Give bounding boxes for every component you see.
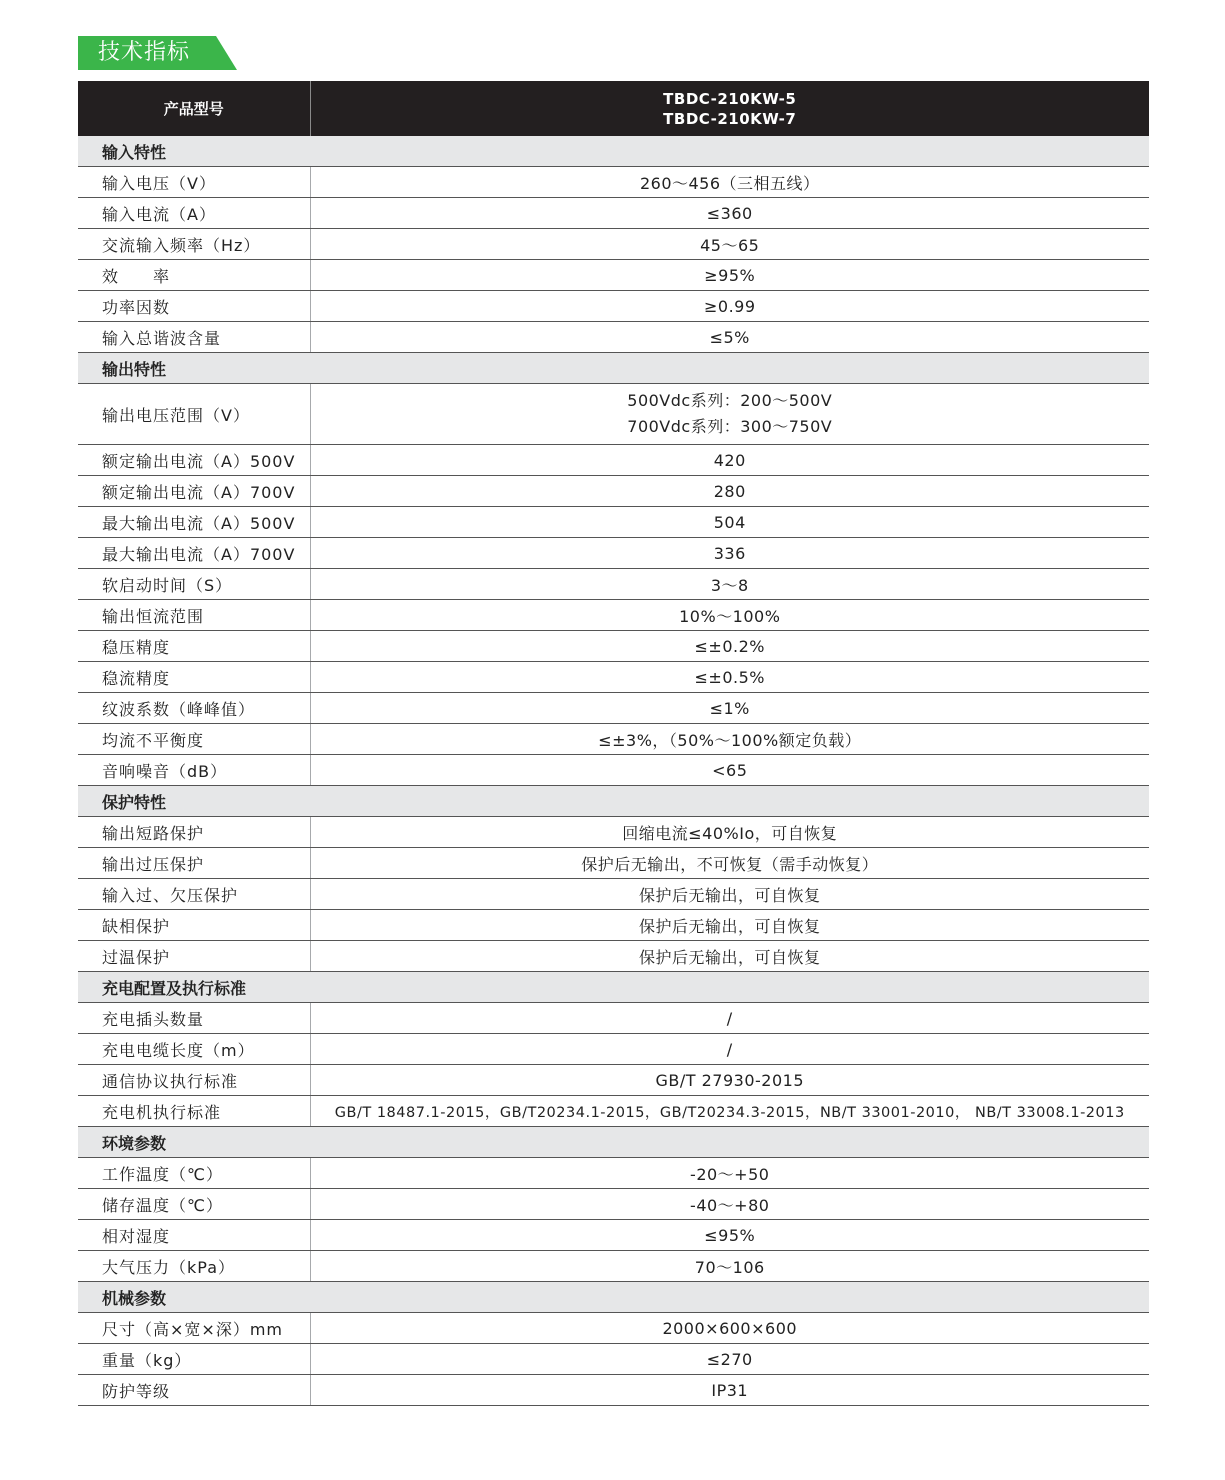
- spec-label: 大气压力（kPa）: [78, 1251, 310, 1282]
- spec-label: 功率因数: [78, 291, 310, 322]
- spec-label: 软启动时间（S）: [78, 569, 310, 600]
- page-title: 技术指标: [98, 40, 191, 65]
- spec-value-line: 70～106: [694, 1257, 765, 1277]
- spec-row: [78, 1158, 1149, 1189]
- section-title: 机械参数: [78, 1282, 1149, 1313]
- spec-value-line: ≤±3%，（50%～100%额定负载）: [598, 730, 862, 750]
- model-name: TBDC-210KW-7: [663, 109, 797, 128]
- section-header-row: [78, 136, 1149, 167]
- spec-label: 重量（kg）: [78, 1344, 310, 1375]
- section-title: 环境参数: [78, 1127, 1149, 1158]
- spec-value: [310, 631, 1149, 662]
- spec-value-line: -20～+50: [690, 1164, 770, 1184]
- spec-value: [310, 600, 1149, 631]
- spec-row: [78, 755, 1149, 786]
- spec-row: [78, 507, 1149, 538]
- spec-table: [78, 81, 1149, 1406]
- section-title: 保护特性: [78, 786, 1149, 817]
- spec-label: 通信协议执行标准: [78, 1065, 310, 1096]
- spec-value-line: 保护后无输出，不可恢复（需手动恢复）: [581, 854, 879, 874]
- section-title: 输出特性: [78, 353, 1149, 384]
- spec-value-line: 336: [713, 543, 746, 563]
- section-header-row: [78, 972, 1149, 1003]
- spec-row: [78, 879, 1149, 910]
- spec-value-line: ≤1%: [709, 698, 750, 718]
- spec-value: [310, 910, 1149, 941]
- spec-label: 稳流精度: [78, 662, 310, 693]
- spec-label: 输出短路保护: [78, 817, 310, 848]
- spec-value: [310, 229, 1149, 260]
- spec-row: [78, 538, 1149, 569]
- spec-value: [310, 817, 1149, 848]
- spec-value-line: 260～456（三相五线）: [639, 173, 820, 193]
- spec-value-line: 504: [713, 512, 746, 532]
- spec-value: [310, 1096, 1149, 1127]
- spec-value: [310, 1003, 1149, 1034]
- spec-label: 尺寸（高×宽×深）mm: [78, 1313, 310, 1344]
- spec-value-line: 保护后无输出，可自恢复: [638, 947, 821, 967]
- spec-label: 充电插头数量: [78, 1003, 310, 1034]
- spec-label: 额定输出电流（A）700V: [78, 476, 310, 507]
- spec-value: [310, 693, 1149, 724]
- spec-label: 输入过、欠压保护: [78, 879, 310, 910]
- spec-value: [310, 879, 1149, 910]
- spec-row: [78, 1034, 1149, 1065]
- spec-row: [78, 1003, 1149, 1034]
- product-model-label: 产品型号: [78, 81, 310, 136]
- spec-row: [78, 1220, 1149, 1251]
- section-header-row: [78, 786, 1149, 817]
- spec-label: 输出恒流范围: [78, 600, 310, 631]
- spec-row: [78, 662, 1149, 693]
- section-header-row: [78, 353, 1149, 384]
- spec-row: [78, 724, 1149, 755]
- spec-value-line: 保护后无输出，可自恢复: [638, 885, 821, 905]
- model-name: TBDC-210KW-5: [663, 89, 797, 108]
- spec-row: [78, 910, 1149, 941]
- spec-value-line: 420: [713, 450, 746, 470]
- spec-row: [78, 260, 1149, 291]
- spec-label: 效 率: [78, 260, 310, 291]
- spec-row: [78, 600, 1149, 631]
- spec-row: [78, 631, 1149, 662]
- spec-value: [310, 1189, 1149, 1220]
- spec-row: [78, 693, 1149, 724]
- spec-value-line: 3～8: [710, 575, 749, 595]
- spec-label: 均流不平衡度: [78, 724, 310, 755]
- spec-value: [310, 1313, 1149, 1344]
- spec-value: [310, 1034, 1149, 1065]
- spec-label: 输入电流（A）: [78, 198, 310, 229]
- spec-label: 充电电缆长度（m）: [78, 1034, 310, 1065]
- spec-row: [78, 1313, 1149, 1344]
- spec-row: [78, 1065, 1149, 1096]
- section-title-tag: [78, 36, 238, 70]
- spec-value: [310, 1158, 1149, 1189]
- spec-value: [310, 384, 1149, 445]
- spec-value-line: 10%～100%: [679, 606, 781, 626]
- spec-row: [78, 569, 1149, 600]
- section-title: 输入特性: [78, 136, 1149, 167]
- spec-value-line: 500Vdc系列：200～500V: [627, 391, 833, 410]
- spec-label: 纹波系数（峰峰值）: [78, 693, 310, 724]
- spec-label: 充电机执行标准: [78, 1096, 310, 1127]
- spec-value-line: 2000×600×600: [662, 1318, 798, 1338]
- spec-value-line: /: [726, 1039, 733, 1059]
- spec-label: 最大输出电流（A）700V: [78, 538, 310, 569]
- spec-value-line: 保护后无输出，可自恢复: [638, 916, 821, 936]
- spec-label: 输出电压范围（V）: [78, 384, 310, 445]
- spec-value: [310, 476, 1149, 507]
- spec-value: [310, 941, 1149, 972]
- spec-row: [78, 1375, 1149, 1406]
- spec-value: [310, 445, 1149, 476]
- spec-value-line: ≤±0.2%: [694, 636, 765, 656]
- spec-value: [310, 538, 1149, 569]
- spec-value-line: <65: [712, 760, 748, 780]
- section-title: 充电配置及执行标准: [78, 972, 1149, 1003]
- spec-value: [310, 291, 1149, 322]
- spec-value-line: ≤±0.5%: [694, 667, 765, 687]
- spec-table-body: [78, 136, 1149, 1406]
- spec-row: [78, 198, 1149, 229]
- spec-row: [78, 445, 1149, 476]
- spec-value-line: IP31: [711, 1380, 749, 1400]
- spec-value: [310, 507, 1149, 538]
- spec-label: 过温保护: [78, 941, 310, 972]
- spec-label: 工作温度（℃）: [78, 1158, 310, 1189]
- spec-row: [78, 817, 1149, 848]
- spec-value-line: ≥95%: [704, 265, 756, 285]
- spec-value-line: ≤360: [706, 203, 753, 223]
- spec-row: [78, 476, 1149, 507]
- spec-label: 相对湿度: [78, 1220, 310, 1251]
- spec-value: [310, 322, 1149, 353]
- spec-row: [78, 322, 1149, 353]
- section-header-row: [78, 1127, 1149, 1158]
- spec-row: [78, 384, 1149, 445]
- spec-value: [310, 848, 1149, 879]
- spec-row: [78, 1344, 1149, 1375]
- spec-value: [310, 1251, 1149, 1282]
- spec-value: [310, 1065, 1149, 1096]
- spec-label: 缺相保护: [78, 910, 310, 941]
- spec-value: [310, 1220, 1149, 1251]
- spec-value: [310, 260, 1149, 291]
- spec-label: 防护等级: [78, 1375, 310, 1406]
- spec-row: [78, 1096, 1149, 1127]
- spec-table-header: [78, 81, 1149, 136]
- spec-value: [310, 724, 1149, 755]
- spec-row: [78, 941, 1149, 972]
- spec-value: [310, 1344, 1149, 1375]
- spec-value-line: 280: [713, 481, 746, 501]
- spec-value-line: ≤95%: [704, 1225, 756, 1245]
- spec-row: [78, 291, 1149, 322]
- spec-value-line: ≤5%: [709, 327, 750, 347]
- spec-label: 输出过压保护: [78, 848, 310, 879]
- spec-value: [310, 569, 1149, 600]
- spec-row: [78, 1189, 1149, 1220]
- product-models: [310, 81, 1149, 136]
- spec-value: [310, 1375, 1149, 1406]
- spec-row: [78, 167, 1149, 198]
- spec-value-line: 45～65: [700, 235, 760, 255]
- spec-row: [78, 1251, 1149, 1282]
- spec-value-line: 700Vdc系列：300～750V: [627, 417, 833, 436]
- spec-label: 稳压精度: [78, 631, 310, 662]
- section-header-row: [78, 1282, 1149, 1313]
- spec-label: 输入总谐波含量: [78, 322, 310, 353]
- spec-label: 储存温度（℃）: [78, 1189, 310, 1220]
- spec-label: 交流输入频率（Hz）: [78, 229, 310, 260]
- spec-row: [78, 229, 1149, 260]
- spec-value: [310, 167, 1149, 198]
- spec-value-line: GB/T 18487.1-2015，GB/T20234.1-2015，GB/T20234.3-2015，NB/T 33001-2010， NB/T 33008.1-2013: [334, 1104, 1125, 1121]
- spec-label: 最大输出电流（A）500V: [78, 507, 310, 538]
- spec-label: 输入电压（V）: [78, 167, 310, 198]
- spec-label: 音响噪音（dB）: [78, 755, 310, 786]
- spec-value-line: -40～+80: [690, 1195, 770, 1215]
- spec-value-line: 回缩电流≤40%Io，可自恢复: [622, 823, 838, 843]
- spec-row: [78, 848, 1149, 879]
- spec-value-line: ≥0.99: [703, 296, 756, 316]
- spec-label: 额定输出电流（A）500V: [78, 445, 310, 476]
- spec-value: [310, 755, 1149, 786]
- spec-value: [310, 198, 1149, 229]
- spec-value-line: ≤270: [706, 1349, 753, 1369]
- spec-value-line: GB/T 27930-2015: [655, 1070, 804, 1090]
- spec-value-line: /: [726, 1008, 733, 1028]
- spec-value: [310, 662, 1149, 693]
